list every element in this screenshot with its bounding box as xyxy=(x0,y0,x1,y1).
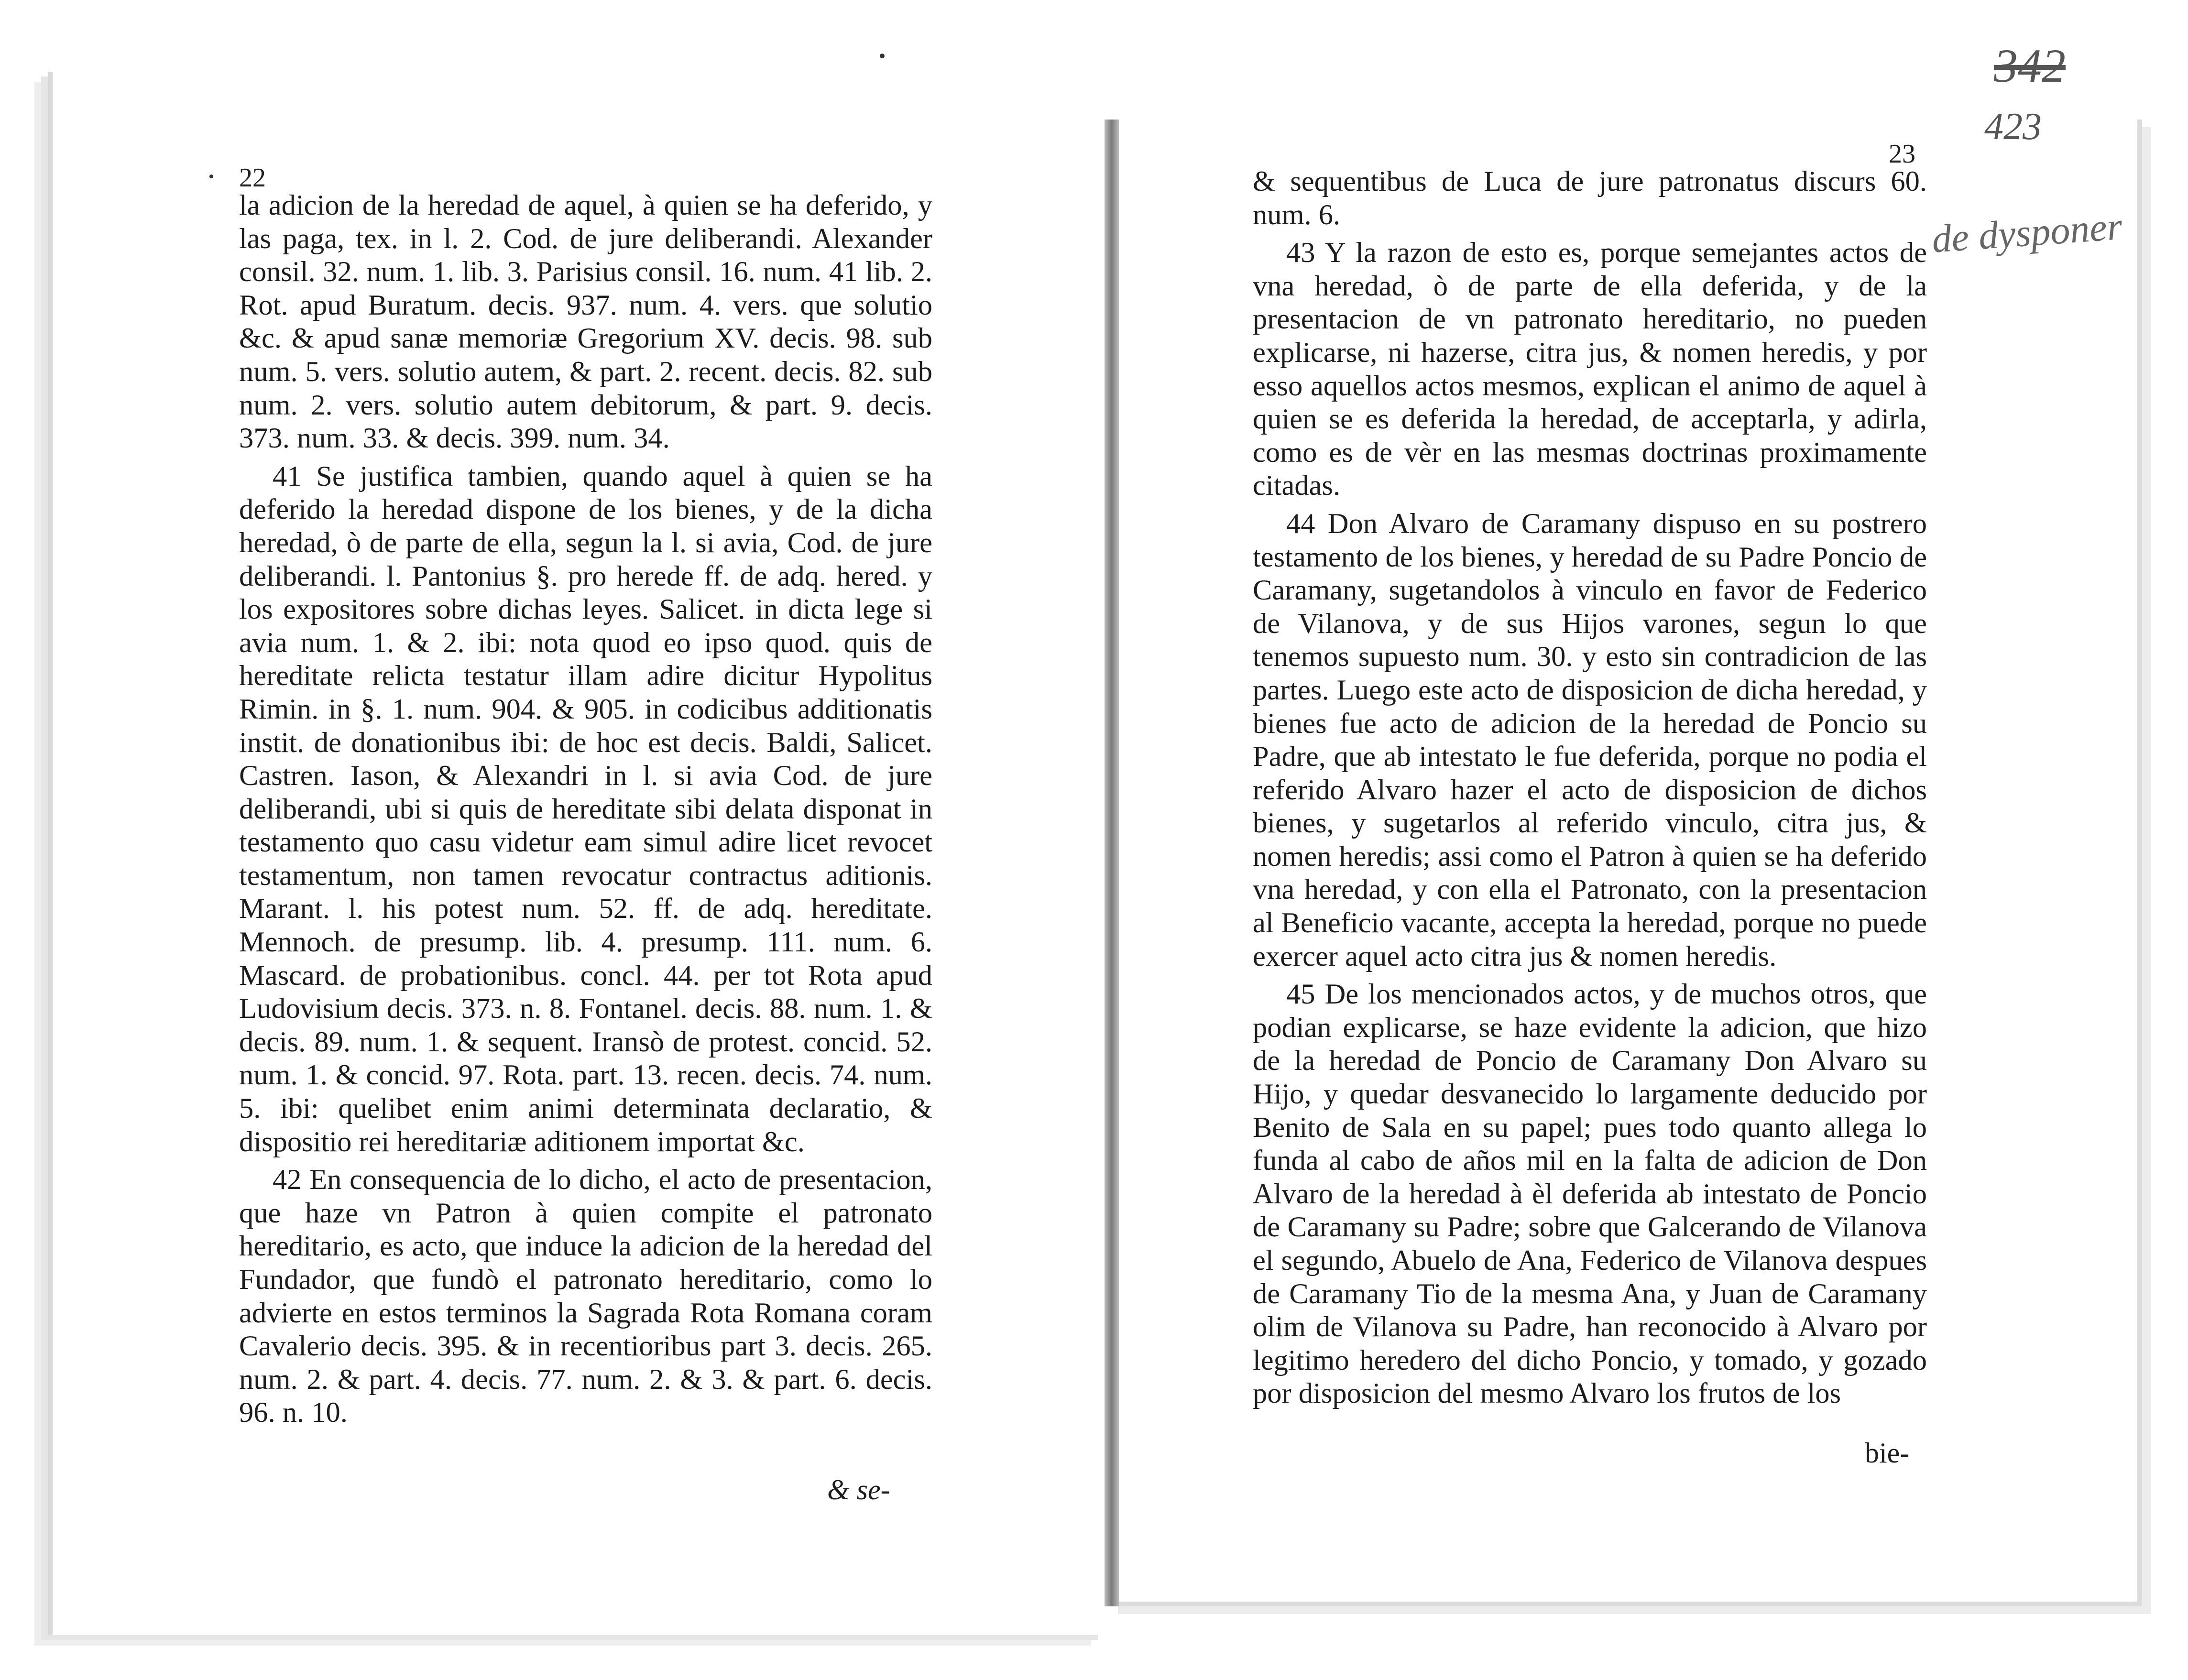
speck xyxy=(880,54,885,58)
right-page-number: 23 xyxy=(1889,139,1915,169)
left-page-text xyxy=(239,189,932,1429)
folio-number: 423 xyxy=(1984,106,2042,148)
paragraph-42-continued: & sequentibus de Luca de jure patronatus discurs 60. num. 6. xyxy=(1253,165,1927,231)
paragraph-41: 41 Se justifica tambien, quando aquel à quien se ha deferido la heredad dispone de los bienes, y de la dicha heredad, ò de parte de ella, segun la l. si avia, Cod. de jure deliberandi. l. Pantonius §. pro herede ff. de adq. hered. y los expositores sobre dichas leyes. Salicet. in dicta lege si avia num. 1. & 2. ibi: nota quod eo ipso quod. quis de hereditate relicta testatur illam adire dicitur Hypolitus Rimin. in §. 1. num. 904. & 905. in codicibus additionatis instit. de donationibus ibi: de hoc est decis. Baldi, Salicet. Castren. Iason, & Alexandri in l. si avia Cod. de jure deliberandi, ubi si quis de hereditate sibi delata disponat in testamento quo casu videtur eam simul adire licet revocet testamentum, non tamen revocatur contractus aditionis. Marant. l. his potest num. 52. ff. de adq. hereditate. Mennoch. de presump. lib. 4. presump. 111. num. 6. Mascard. de probationibus. concl. 44. per tot Rota apud Ludovisium decis. 373. n. 8. Fontanel. decis. 88. num. 1. & decis. 89. num. 1. & sequent. Iransò de protest. concid. 52. num. 1. & concid. 97. Rota. part. 13. recen. decis. 74. num. 5. ibi: quelibet enim animi determinata declaratio, & dispositio rei hereditariæ aditionem importat &c. xyxy=(239,460,932,1158)
margin-annotation: de dysponer xyxy=(1930,204,2124,261)
paragraph-45: 45 De los mencionados actos, y de muchos otros, que podian explicarse, se haze evidente la adicion, que hizo de la heredad de Poncio de Caramany Don Alvaro su Hijo, y quedar desvanecido lo largamente deducido por Benito de Sala en su papel; pues todo quanto allega lo funda al cabo de años mil en la falta de adicion de Don Alvaro de la heredad à èl deferida ab intestato de Poncio de Caramany su Padre; sobre que Galcerando de Vilanova el segundo, Abuelo de Ana, Federico de Vilanova despues de Caramany Tio de la mesma Ana, y Juan de Caramany olim de Vilanova su Padre, han reconocido à Alvaro por legitimo heredero del dicho Poncio, y tomado, y gozado por disposicion del mesmo Alvaro los frutos de los xyxy=(1253,978,1927,1410)
paragraph-44: 44 Don Alvaro de Caramany dispuso en su postrero testamento de los bienes, y heredad de su Padre Poncio de Caramany, sugetandolos à vinculo en favor de Federico de Vilanova, y de sus Hijos varones, segun lo que tenemos supuesto num. 30. y esto sin contradicion de las partes. Luego este acto de disposicion de dicha heredad, y bienes fue acto de adicion de la heredad de Poncio su Padre, que ab intestato le fue deferida, porque no podia el referido Alvaro hazer el acto de disposicion de dichos bienes, y sugetarlos al referido vinculo, citra jus, & nomen heredis; assi como el Patron à quien se ha deferido vna heredad, y con ella el Patronato, con la presentacion al Beneficio vacante, accepta la heredad, porque no puede exercer aquel acto citra jus & nomen heredis. xyxy=(1253,507,1927,972)
book-gutter xyxy=(1105,120,1119,1606)
paragraph-42: 42 En consequencia de lo dicho, el acto de presentacion, que haze vn Patron à quien compite el patronato hereditario, es acto, que induce la adicion de la heredad del Fundador, que fundò el patronato hereditario, como lo advierte en estos terminos la Sagrada Rota Romana coram Cavalerio decis. 395. & in recentioribus part 3. decis. 265. num. 2. & part. 4. decis. 77. num. 2. & 3. & part. 6. decis. 96. n. 10. xyxy=(239,1164,932,1429)
right-page-text xyxy=(1253,165,1927,1410)
right-catchword: bie- xyxy=(1865,1437,1910,1469)
speck xyxy=(209,175,213,178)
folio-number-struck: 342 xyxy=(1994,39,2066,92)
left-catchword: & se- xyxy=(827,1474,890,1505)
paragraph-40-continued: la adicion de la heredad de aquel, à quien se ha deferido, y las paga, tex. in l. 2. Cod. de jure deliberandi. Alexander consil. 32. num. 1. lib. 3. Parisius consil. 16. num. 41 lib. 2. Rot. apud Buratum. decis. 937. num. 4. vers. que solutio &c. & apud sanæ memoriæ Gregorium XV. decis. 98. sub num. 5. vers. solutio autem, & part. 2. recent. decis. 82. sub num. 2. vers. solutio autem debitorum, & part. 9. decis. 373. num. 33. & decis. 399. num. 34. xyxy=(239,189,932,455)
paragraph-43: 43 Y la razon de esto es, porque semejantes actos de vna heredad, ò de parte de ella deferida, y de la presentacion de vn patronato hereditario, no pueden explicarse, ni hazerse, citra jus, & nomen heredis, y por esso aquellos actos mesmos, explican el animo de aquel à quien se es deferida la heredad, de acceptarla, y adirla, como es de vèr en las mesmas doctrinas proximamente citadas. xyxy=(1253,237,1927,502)
left-page-number: 22 xyxy=(239,163,266,193)
